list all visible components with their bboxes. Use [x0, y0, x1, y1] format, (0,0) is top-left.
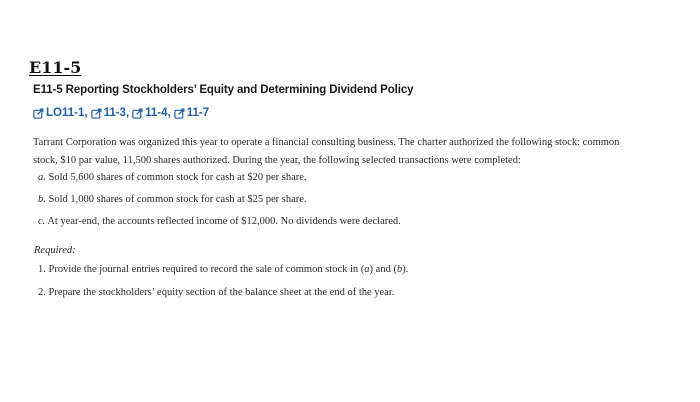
requirement-text: Prepare the stockholders’ equity section of the balance sheet at the end of the year.	[48, 287, 395, 298]
requirement-marker: 1.	[38, 264, 46, 275]
external-link-icon	[132, 108, 143, 119]
lo-label: 11-3,	[103, 107, 130, 119]
lo-label: 11-4,	[145, 107, 171, 119]
problem-title: E11-5 Reporting Stockholders’ Equity and Determining Dividend Policy	[33, 84, 414, 96]
external-link-icon	[174, 108, 185, 119]
external-link-icon	[33, 108, 44, 119]
lo-label: LO11-1,	[46, 107, 88, 119]
intro-text-line-2: stock, $10 par value, 11,500 shares authorized. During the year, the following selected transactions were completed:	[33, 155, 521, 166]
lo-label: 11-7	[186, 107, 210, 119]
external-link-icon	[91, 108, 102, 119]
item-marker: a.	[38, 172, 46, 183]
item-text: Sold 5,600 shares of common stock for cash at $20 per share.	[48, 172, 307, 183]
problem-id: E11-5	[29, 58, 82, 77]
required-label: Required:	[34, 245, 76, 256]
transaction-item-b	[38, 190, 307, 210]
intro-text-line-1: Tarrant Corporation was organized this year to operate a financial consulting business. The charter authorized the following stock: common	[33, 137, 620, 148]
item-marker: b.	[38, 194, 46, 205]
lo-link-11-7[interactable]	[174, 107, 209, 119]
item-text: At year-end, the accounts reflected income of $12,000. No dividends were declared.	[47, 216, 401, 227]
item-marker: c.	[38, 216, 46, 227]
requirement-2	[38, 283, 394, 303]
transaction-item-c	[38, 212, 401, 232]
transaction-item-a	[38, 168, 307, 188]
lo-link-11-1[interactable]	[33, 107, 88, 119]
lo-link-11-3[interactable]	[91, 107, 130, 119]
learning-objectives	[33, 107, 212, 119]
requirement-marker: 2.	[38, 287, 46, 298]
item-text: Sold 1,000 shares of common stock for cash at $25 per share.	[48, 194, 307, 205]
lo-link-11-4[interactable]	[132, 107, 171, 119]
requirement-1	[38, 260, 408, 280]
requirement-text: Provide the journal entries required to record the sale of common stock in (a) and (b).	[48, 264, 409, 275]
